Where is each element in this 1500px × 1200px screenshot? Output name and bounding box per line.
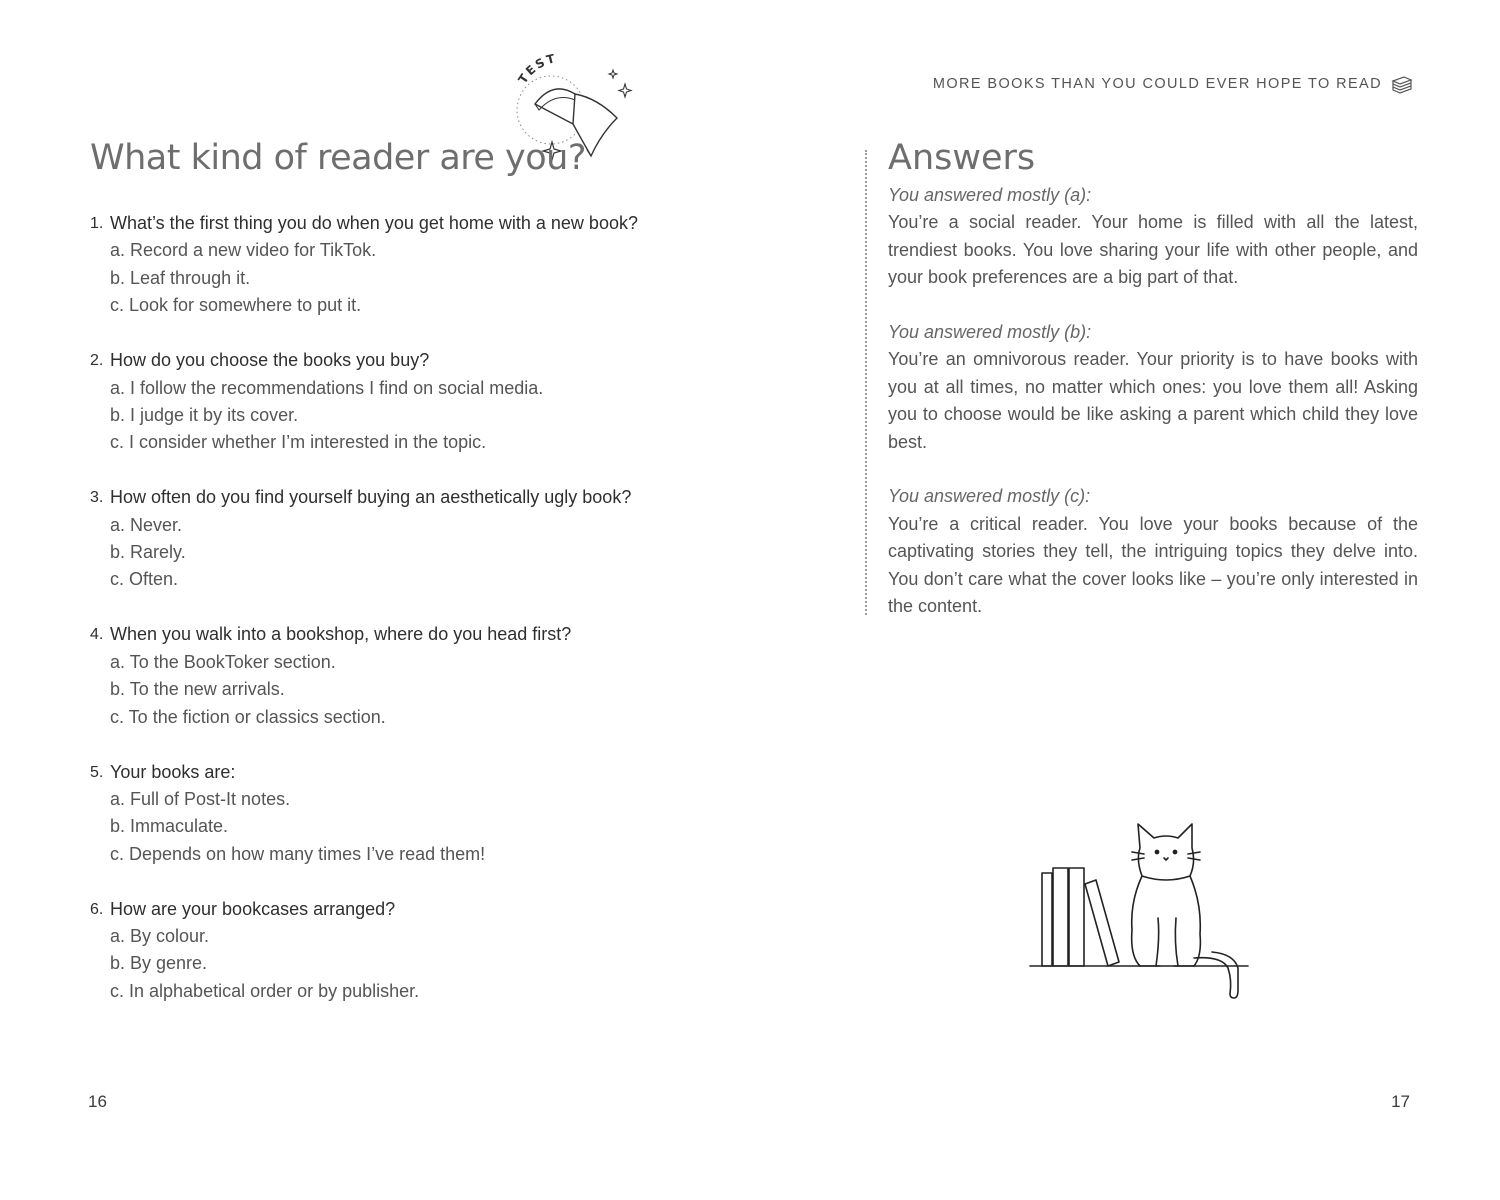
question-number: 1. bbox=[90, 215, 104, 232]
page-number: 16 bbox=[88, 1092, 107, 1111]
answer-heading: You answered mostly (c): bbox=[888, 486, 1091, 507]
option-b: b. To the new arrivals. bbox=[110, 679, 285, 700]
answer-body: You’re a social reader. Your home is filled with all the latest, trendiest books. You love sharing your life with other people, and your book preferences are a big part of that. bbox=[888, 212, 1418, 288]
cat-on-bookshelf-illustration bbox=[1026, 818, 1252, 1004]
svg-text:TEST bbox=[515, 52, 558, 86]
answer-b bbox=[888, 319, 1418, 456]
option-b: b. Leaf through it. bbox=[110, 267, 251, 288]
option-c: c. I consider whether I’m interested in the topic. bbox=[110, 432, 487, 453]
answer-c bbox=[888, 483, 1418, 620]
answer-body: You’re an omnivorous reader. Your priority is to have books with you at all times, no matter which ones: you love them all! Asking you to choose would be like asking a parent which child they love best. bbox=[888, 349, 1418, 452]
question-text: Your books are: bbox=[110, 761, 236, 782]
answer-body: You’re a critical reader. You love your books because of the captivating stories they tell, the intriguing topics they delve into. You don’t care what the cover looks like – you’re only interested in the content. bbox=[888, 513, 1418, 617]
question-number: 5. bbox=[90, 763, 104, 781]
option-a: a. Full of Post-It notes. bbox=[110, 788, 291, 809]
answer-heading: You answered mostly (b): bbox=[888, 322, 1092, 343]
option-c: c. Often. bbox=[110, 569, 179, 590]
option-a: a. Never. bbox=[110, 514, 183, 535]
answer-a bbox=[888, 182, 1418, 292]
question-text: How are your bookcases arranged? bbox=[110, 898, 396, 919]
question-number: 6. bbox=[90, 900, 104, 918]
question-text: How often do you find yourself buying an aesthetically ugly book? bbox=[110, 487, 632, 508]
quiz-questions bbox=[90, 210, 650, 1033]
option-c: c. Look for somewhere to put it. bbox=[110, 295, 362, 316]
running-head: MORE BOOKS THAN YOU COULD EVER HOPE TO READ bbox=[932, 76, 1382, 92]
question-number: 3. bbox=[90, 489, 104, 507]
option-a: a. Record a new video for TikTok. bbox=[110, 240, 377, 261]
question-number: 2. bbox=[90, 352, 104, 370]
option-c: c. In alphabetical order or by publisher. bbox=[110, 980, 420, 1001]
option-c: c. Depends on how many times I’ve read them! bbox=[110, 843, 486, 864]
question-4 bbox=[90, 621, 650, 731]
column-divider bbox=[865, 150, 867, 615]
question-6 bbox=[90, 896, 650, 1006]
option-b: b. Rarely. bbox=[110, 542, 186, 563]
option-b: b. By genre. bbox=[110, 953, 208, 974]
badge-label: TEST bbox=[515, 52, 559, 87]
question-number: 4. bbox=[90, 626, 104, 644]
right-page bbox=[750, 0, 1500, 1200]
page-title: What kind of reader are you? bbox=[90, 138, 586, 178]
answer-heading: You answered mostly (a): bbox=[888, 185, 1092, 205]
question-3 bbox=[90, 484, 650, 594]
option-b: b. Immaculate. bbox=[110, 816, 229, 837]
option-b: b. I judge it by its cover. bbox=[110, 404, 299, 425]
option-c: c. To the fiction or classics section. bbox=[110, 706, 386, 727]
question-text: How do you choose the books you buy? bbox=[110, 350, 430, 371]
book-stack-icon bbox=[1390, 72, 1414, 96]
question-5 bbox=[90, 759, 650, 869]
page-number: 17 bbox=[1391, 1092, 1410, 1111]
option-a: a. I follow the recommendations I find on social media. bbox=[110, 377, 544, 398]
option-a: a. To the BookToker section. bbox=[110, 651, 336, 672]
question-text: What’s the first thing you do when you get home with a new book? bbox=[110, 213, 638, 233]
option-a: a. By colour. bbox=[110, 926, 210, 947]
question-1 bbox=[90, 210, 650, 320]
answers-list bbox=[888, 182, 1418, 648]
question-2 bbox=[90, 347, 650, 457]
answers-title: Answers bbox=[888, 138, 1036, 178]
question-text: When you walk into a bookshop, where do you head first? bbox=[110, 624, 572, 645]
